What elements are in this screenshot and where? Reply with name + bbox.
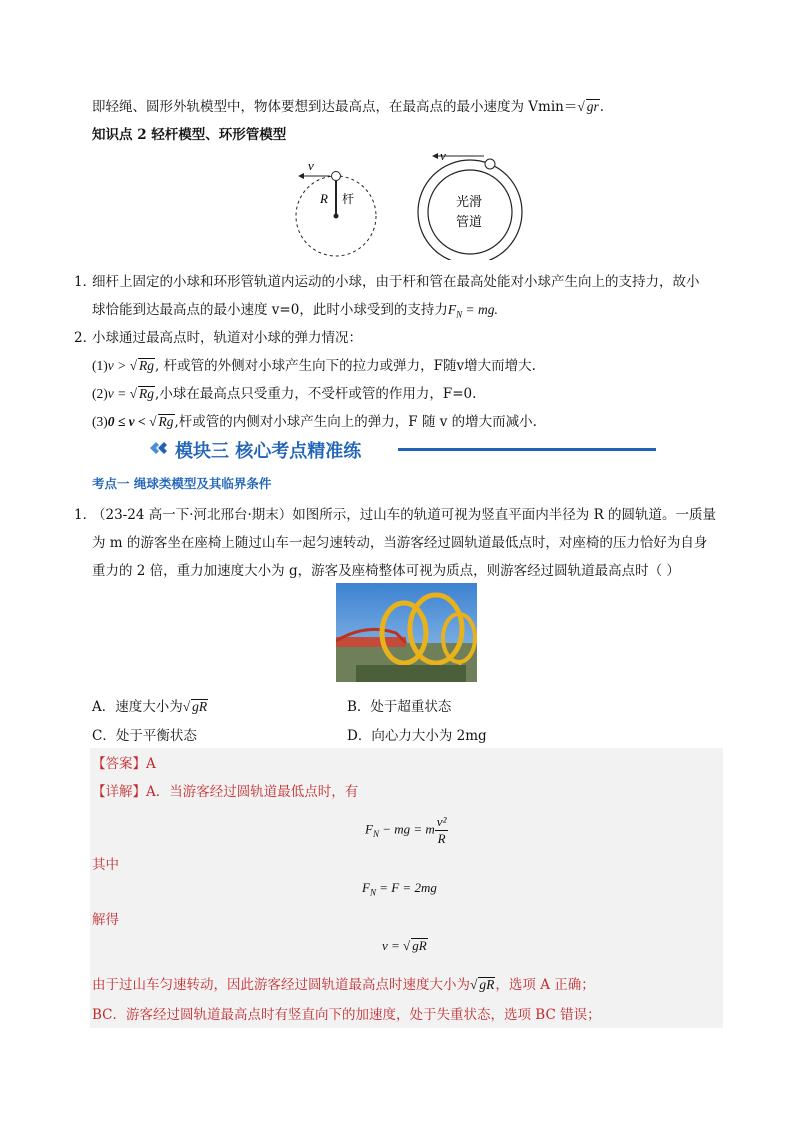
- question-line2: 为 m 的游客坐在座椅上随过山车一起匀速转动，当游客经过圆轨道最低点时，对座椅的压力恰好为自身: [92, 535, 708, 551]
- conclusion-a: [92, 973, 595, 993]
- kp2-title: 知识点 2 轻杆模型、环形管模型: [92, 127, 287, 143]
- support-force-symbol: F: [447, 302, 457, 317]
- case-3-root: [149, 414, 174, 429]
- equation-3: [382, 938, 428, 954]
- eq1-mid: − mg = m: [378, 821, 435, 837]
- pipe-label-2: 管道: [456, 215, 483, 230]
- option-a-root-inner: gR: [192, 699, 208, 714]
- detail-line: [92, 780, 358, 800]
- eq3-root-inner: gR: [412, 938, 427, 953]
- eq1-sub: N: [372, 829, 379, 840]
- rod-label: 杆: [342, 192, 355, 206]
- case-2-text: ,小球在最高点只受重力，不受杆或管的作用力，F=0.: [155, 386, 477, 402]
- option-a: [92, 695, 208, 715]
- case-1-root-inner: Rg: [139, 358, 155, 373]
- conclusion-a-root: [470, 977, 495, 992]
- qizhong-label: 其中: [92, 857, 119, 873]
- eq3-root: [403, 938, 428, 953]
- case-2: [92, 382, 476, 402]
- roller-coaster-photo: [336, 583, 477, 682]
- rod-pivot: [334, 214, 339, 219]
- point-1-line1: 细杆上固定的小球和环形管轨道内运动的小球，由于杆和管在最高处能对小球产生向上的支持力，故小: [92, 274, 700, 290]
- equation-2: [362, 880, 437, 898]
- support-force-sub: N: [456, 309, 463, 320]
- case-1-root: [130, 358, 155, 373]
- option-c: C．处于平衡状态: [92, 728, 197, 744]
- rod-v-label: v: [308, 158, 314, 173]
- pipe-label-1: 光滑: [456, 195, 483, 210]
- rod-pipe-diagram: [290, 148, 530, 260]
- case-3-cond: 0 ≤ v <: [107, 414, 150, 429]
- detail-label: 【详解】: [92, 784, 146, 800]
- point-1-line2-text: 球恰能到达最高点的最小速度 v=0，此时小球受到的支持力: [92, 302, 448, 318]
- kd1-title: 考点一 绳球类模型及其临界条件: [92, 476, 272, 491]
- point-1-line2: [92, 298, 498, 320]
- eq2-rest: = F = 2mg: [375, 880, 437, 895]
- conclusion-a-text: 由于过山车匀速转动，因此游客经过圆轨道最高点时速度大小为: [92, 977, 470, 993]
- conclusion-a-tail: ，选项 A 正确；: [495, 977, 595, 993]
- eq3-left: v =: [382, 938, 404, 953]
- case-2-prefix: (2): [92, 386, 108, 401]
- option-b: B．处于超重状态: [347, 699, 452, 715]
- option-a-label: A．速度大小为: [92, 699, 183, 715]
- module-title: 模块三 核心考点精准练: [175, 441, 362, 462]
- case-3: [92, 410, 537, 430]
- intro-period: .: [599, 99, 605, 115]
- point-2-number: 2．: [74, 330, 97, 346]
- case-3-prefix: (3): [92, 414, 108, 429]
- rod-r-label: R: [320, 191, 328, 206]
- conclusion-a-root-inner: gR: [479, 977, 495, 992]
- jiede-label: 解得: [92, 912, 119, 928]
- pipe-ball: [485, 159, 495, 169]
- detail-text: A．当游客经过圆轨道最低点时，有: [146, 784, 359, 800]
- eq1-numerator: v²: [436, 814, 447, 829]
- support-force-tail: = mg.: [462, 302, 498, 317]
- rod-ball: [332, 172, 341, 181]
- option-d: D．向心力大小为 2mg: [347, 728, 487, 744]
- double-chevron-icon: [148, 440, 170, 456]
- case-3-text: ,杆或管的内侧对小球产生向上的弹力，F 随 v 的增大而减小.: [174, 414, 537, 430]
- pipe-outer-circle: [418, 160, 522, 260]
- option-a-root: [183, 699, 208, 714]
- case-1: [92, 354, 536, 374]
- eq1-fraction: [435, 814, 449, 847]
- answer-label: 【答案】A: [92, 756, 156, 772]
- case-2-root: [130, 386, 155, 401]
- point-2-line1: 小球通过最高点时，轨道对小球的弹力情况：: [92, 330, 362, 346]
- case-1-text: , 杆或管的外侧对小球产生向下的拉力或弹力，F随v增大而增大.: [155, 358, 536, 374]
- question-line1: （23-24 高一下·河北邢台·期末）如图所示，过山车的轨道可视为竖直平面内半径为 R 的圆轨道。一质量: [92, 507, 717, 523]
- pipe-arrow-head: [432, 153, 438, 159]
- eq2-left: F: [362, 880, 370, 895]
- case-2-root-inner: Rg: [139, 386, 155, 401]
- case-3-root-inner: Rg: [158, 414, 174, 429]
- case-2-cond: v =: [107, 386, 130, 401]
- case-1-prefix: (1): [92, 358, 108, 373]
- question-number: 1．: [74, 507, 97, 523]
- intro-formula: [577, 99, 599, 114]
- conclusion-bc: BC．游客经过圆轨道最高点时有竖直向下的加速度，处于失重状态，选项 BC 错误；: [92, 1007, 601, 1023]
- intro-formula-root: gr: [586, 99, 599, 114]
- equation-1: [365, 814, 448, 847]
- eq2-sub: N: [369, 887, 376, 898]
- intro-line: [92, 95, 604, 115]
- intro-text: 即轻绳、圆形外轨模型中，物体要想到达最高点，在最高点的最小速度为 Vmin＝: [92, 99, 578, 115]
- module-divider: [398, 448, 656, 451]
- question-line3: 重力的 2 倍，重力加速度大小为 g，游客及座椅整体可视为质点，则游客经过圆轨道最高点时（ ）: [92, 563, 680, 579]
- eq1-left: F: [365, 821, 373, 837]
- pipe-inner-circle: [428, 170, 512, 254]
- rod-arrow-head: [298, 173, 304, 179]
- pipe-v-label: v: [440, 148, 446, 163]
- point-1-number: 1．: [74, 274, 97, 290]
- case-1-cond: v >: [107, 358, 130, 373]
- eq1-denominator: R: [437, 831, 446, 846]
